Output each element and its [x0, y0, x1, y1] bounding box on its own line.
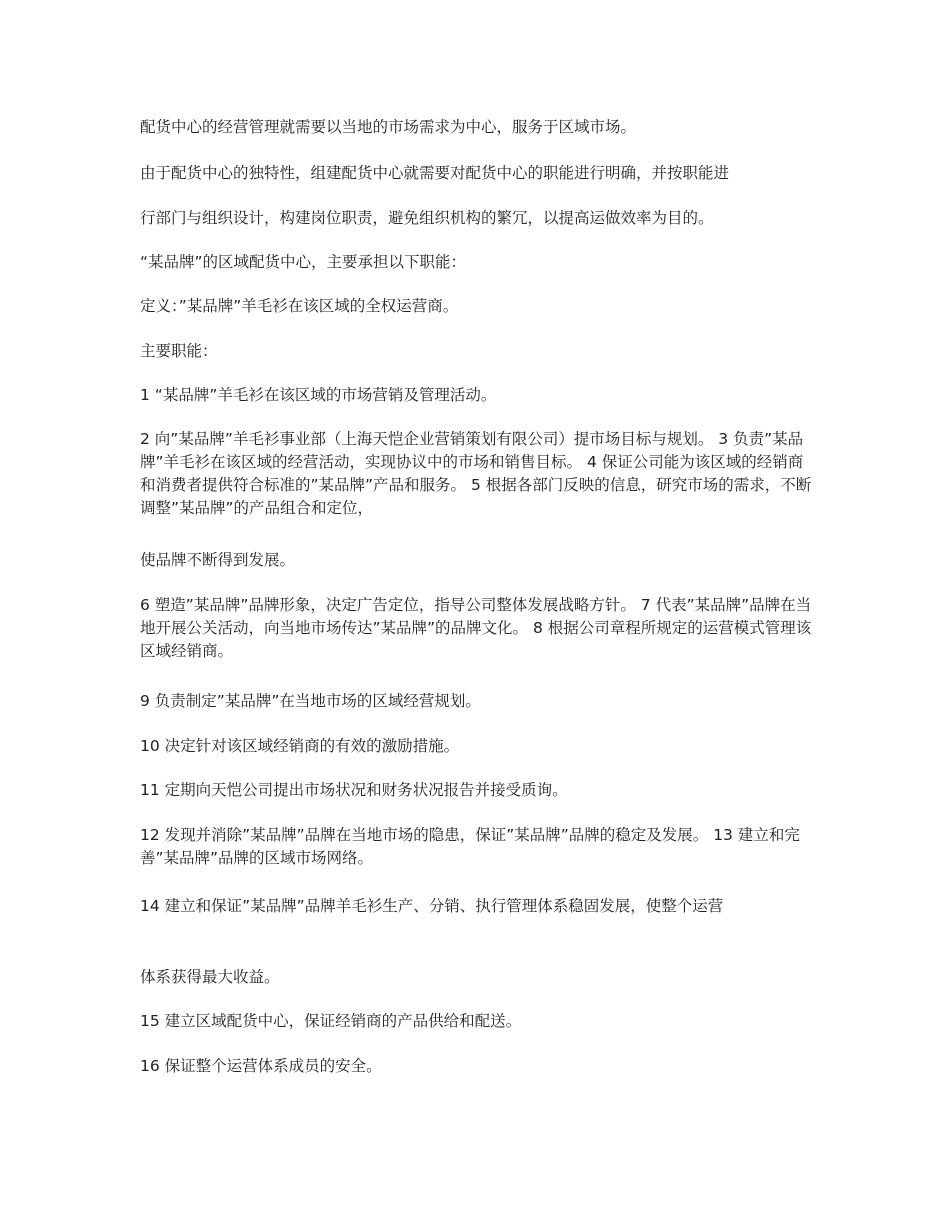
paragraph-12: 10 决定针对该区域经销商的有效的激励措施。 [140, 737, 460, 755]
paragraph-2: 由于配货中心的独特性，组建配货中心就需要对配货中心的职能进行明确，并按职能进 [140, 164, 730, 182]
paragraph-13: 11 定期向天恺公司提出市场状况和财务状况报告并接受质询。 [140, 781, 568, 799]
paragraph-4: “某品牌”的区域配货中心，主要承担以下职能： [140, 253, 467, 271]
paragraph-15: 14 建立和保证”某品牌”品牌羊毛衫生产、分销、执行管理体系稳固发展，使整个运营 [140, 897, 724, 915]
paragraph-9: 使品牌不断得到发展。 [140, 551, 296, 569]
paragraph-3: 行部门与组织设计，构建岗位职责，避免组织机构的繁冗，以提高运做效率为目的。 [140, 209, 714, 227]
paragraph-17: 15 建立区域配货中心，保证经销商的产品供给和配送。 [140, 1012, 522, 1030]
paragraph-11: 9 负责制定”某品牌”在当地市场的区域经营规划。 [140, 692, 481, 710]
paragraph-7: 1 “某品牌”羊毛衫在该区域的市场营销及管理活动。 [140, 386, 497, 404]
paragraph-5: 定义：”某品牌”羊毛衫在该区域的全权运营商。 [140, 297, 459, 315]
paragraph-14: 12 发现并消除”某品牌”品牌在当地市场的隐患，保证”某品牌”品牌的稳定及发展。 13 建立和完善”某品牌”品牌的区域市场网络。 [140, 826, 800, 867]
paragraph-1: 配货中心的经营管理就需要以当地的市场需求为中心，服务于区域市场。 [140, 118, 637, 136]
paragraph-16: 体系获得最大收益。 [140, 968, 280, 986]
paragraph-8: 2 向”某品牌”羊毛衫事业部（上海天恺企业营销策划有限公司）提市场目标与规划。 3 负责”某品牌”羊毛衫在该区域的经营活动，实现协议中的市场和销售目标。 4 保证公司能为该区域的经销商和消费者提供符合标准的”某品牌”产品和服务。 5 根据各部门反映的信息，研究市场的需求，不断调整”某品牌”的产品组合和定位， [140, 430, 812, 517]
paragraph-10: 6 塑造”某品牌”品牌形象，决定广告定位，指导公司整体发展战略方针。 7 代表”某品牌”品牌在当地开展公关活动，向当地市场传达”某品牌”的品牌文化。 8 根据公司章程所规定的运营模式管理该区域经销商。 [140, 596, 812, 660]
paragraph-18: 16 保证整个运营体系成员的安全。 [140, 1057, 382, 1075]
paragraph-6: 主要职能： [140, 342, 218, 360]
